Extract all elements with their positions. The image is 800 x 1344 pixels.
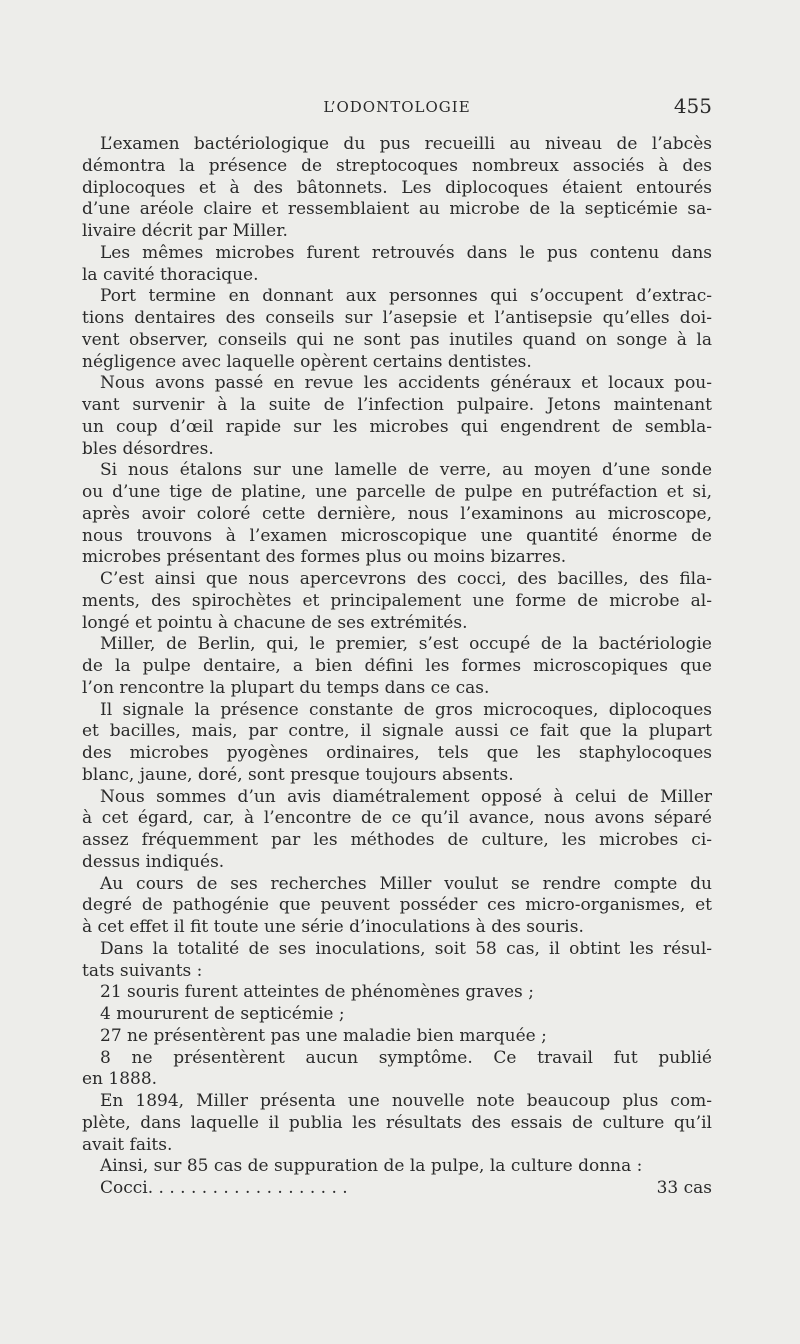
- text-line: Nous avons passé en revue les accidents généraux et locaux pou-: [100, 373, 712, 394]
- text-line: l’on rencontre la plupart du temps dans ce cas.: [82, 677, 490, 698]
- text-line: tions dentaires des conseils sur l’asepsie et l’antisepsie qu’elles doi-: [82, 308, 712, 328]
- text-line: plète, dans laquelle il publia les résultats des essais de culture qu’il: [82, 1112, 712, 1133]
- table-row-cocci: [82, 1178, 712, 1200]
- text-line: dessus indiqués.: [82, 851, 225, 872]
- text-line: en 1888.: [82, 1069, 158, 1090]
- page-number: 455: [673, 94, 712, 118]
- text-line: 27 ne présentèrent pas une maladie bien marquée ;: [100, 1025, 547, 1046]
- text-line: 8 ne présentèrent aucun symptôme. Ce travail fut publié: [100, 1047, 712, 1068]
- text-line: et bacilles, mais, par contre, il signale aussi ce fait que la plupart: [82, 721, 712, 742]
- text-line: assez fréquemment par les méthodes de culture, les microbes ci-: [82, 830, 712, 850]
- table-row-value: 33 cas: [656, 1178, 712, 1198]
- text-line: diplocoques et à des bâtonnets. Les diplocoques étaient entourés: [82, 177, 712, 198]
- text-line: nous trouvons à l’examen microscopique une quantité énorme de: [82, 525, 712, 546]
- text-line: Ainsi, sur 85 cas de suppuration de la pulpe, la culture donna :: [100, 1156, 643, 1177]
- text-line: Il signale la présence constante de gros microcoques, diplocoques: [100, 699, 712, 720]
- text-line: après avoir coloré cette dernière, nous l’examinons au microscope,: [82, 503, 712, 524]
- text-line: négligence avec laquelle opèrent certains dentistes.: [82, 351, 532, 372]
- text-line: d’une aréole claire et ressemblaient au microbe de la septicémie sa-: [82, 199, 712, 220]
- text-line: de la pulpe dentaire, a bien défini les formes microscopiques que: [82, 656, 712, 676]
- text-line: L’examen bactériologique du pus recueilli au niveau de l’abcès: [100, 134, 712, 154]
- table-row-label: Cocci. . . . . . . . . . . . . . . . . . .: [100, 1178, 348, 1198]
- text-line: livaire décrit par Miller.: [82, 221, 288, 241]
- text-line: bles désordres.: [82, 438, 214, 459]
- body-text: [82, 134, 712, 1200]
- running-title: L’ODONTOLOGIE: [323, 98, 471, 116]
- text-line: la cavité thoracique.: [82, 264, 259, 285]
- text-line: Port termine en donnant aux personnes qui s’occupent d’extrac-: [100, 286, 712, 307]
- text-line: tats suivants :: [82, 960, 203, 981]
- text-line: vant survenir à la suite de l’infection pulpaire. Jetons maintenant: [82, 395, 712, 415]
- text-line: Nous sommes d’un avis diamétralement opposé à celui de Miller: [100, 786, 712, 807]
- text-line: Dans la totalité de ses inoculations, soit 58 cas, il obtint les résul-: [100, 938, 712, 959]
- text-line: 4 moururent de septicémie ;: [100, 1004, 345, 1024]
- text-line: avait faits.: [82, 1134, 173, 1155]
- text-line: vent observer, conseils qui ne sont pas inutiles quand on songe à la: [82, 329, 712, 350]
- page-header: [82, 92, 712, 124]
- text-line: microbes présentant des formes plus ou moins bizarres.: [82, 547, 567, 568]
- text-line: C’est ainsi que nous apercevrons des cocci, des bacilles, des fila-: [100, 569, 712, 589]
- text-line: longé et pointu à chacune de ses extrémités.: [82, 612, 468, 633]
- text-line: En 1894, Miller présenta une nouvelle note beaucoup plus com-: [100, 1091, 712, 1111]
- text-line: ments, des spirochètes et principalement une forme de microbe al-: [82, 590, 712, 611]
- text-line: démontra la présence de streptocoques nombreux associés à des: [82, 155, 712, 176]
- text-line: un coup d’œil rapide sur les microbes qui engendrent de sembla-: [82, 416, 712, 437]
- text-line: ou d’une tige de platine, une parcelle de pulpe en putréfaction et si,: [82, 482, 712, 502]
- text-line: Miller, de Berlin, qui, le premier, s’est occupé de la bactériologie: [100, 634, 712, 655]
- text-line: degré de pathogénie que peuvent posséder ces micro-organismes, et: [82, 895, 712, 916]
- text-line: des microbes pyogènes ordinaires, tels que les staphylocoques: [82, 743, 712, 763]
- text-line: Les mêmes microbes furent retrouvés dans le pus contenu dans: [100, 242, 712, 263]
- text-line: 21 souris furent atteintes de phénomènes graves ;: [100, 982, 534, 1003]
- text-line: à cet effet il fit toute une série d’inoculations à des souris.: [82, 917, 584, 937]
- text-line: Si nous étalons sur une lamelle de verre, au moyen d’une sonde: [100, 460, 712, 481]
- text-line: à cet égard, car, à l’encontre de ce qu’il avance, nous avons séparé: [82, 808, 712, 829]
- text-line: Au cours de ses recherches Miller voulut se rendre compte du: [100, 873, 712, 894]
- text-line: blanc, jaune, doré, sont presque toujours absents.: [82, 764, 514, 785]
